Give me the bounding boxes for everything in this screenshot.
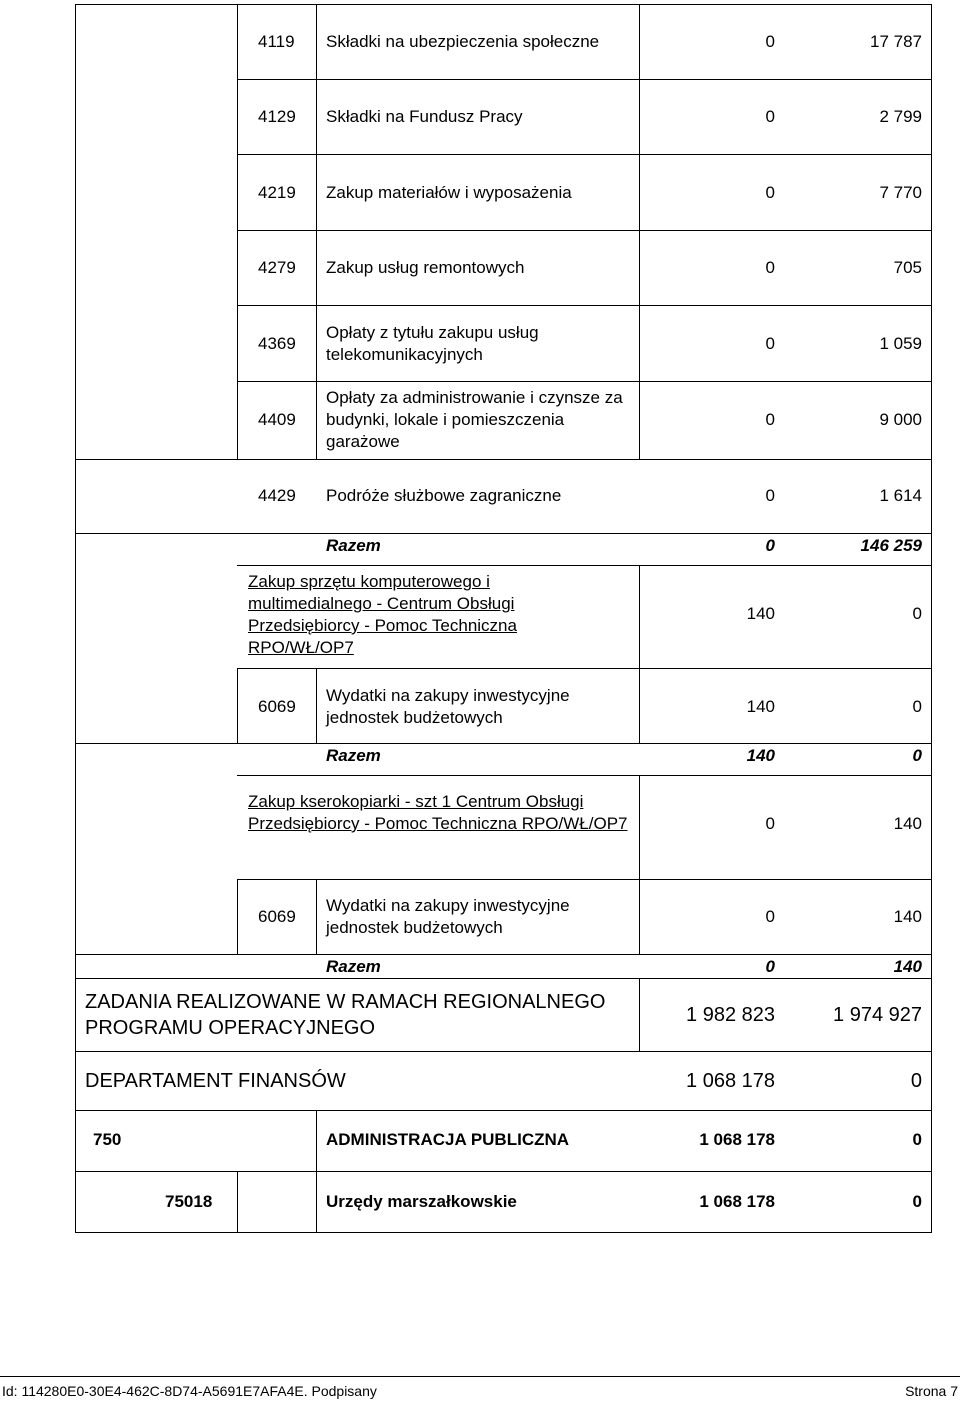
row-divider — [237, 879, 932, 880]
subtotal-value-1: 0 — [765, 957, 775, 976]
row-value-1: 0 — [765, 258, 775, 277]
row-value-1: 0 — [765, 410, 775, 429]
row-value-2: 9 000 — [879, 410, 922, 429]
task-name: Zakup sprzętu komputerowego i multimedialnego - Centrum Obsługi Przedsiębiorcy - Pomoc Techniczna RPO/WŁ/OP7 — [248, 572, 517, 657]
row-code: 4409 — [258, 410, 296, 429]
rozdzial-name: Urzędy marszałkowskie — [326, 1192, 517, 1211]
dzial-value-1: 1 068 178 — [699, 1130, 775, 1149]
row-value-2: 1 059 — [879, 334, 922, 353]
divider — [237, 879, 238, 954]
row-code: 6069 — [258, 697, 296, 716]
subtotal-value-1: 140 — [746, 746, 775, 765]
row-code: 4219 — [258, 183, 296, 202]
section-value-1: 1 982 823 — [686, 1004, 775, 1026]
row-divider — [75, 978, 932, 979]
row-name: Zakup usług remontowych — [326, 258, 525, 277]
row-divider — [237, 79, 932, 80]
subtotal-value-1: 0 — [765, 536, 775, 555]
divider — [639, 565, 640, 668]
row-name: Wydatki na zakupy inwestycyjne jednostek budżetowych — [326, 686, 570, 727]
row-value-2: 705 — [893, 258, 922, 277]
divider — [639, 775, 640, 879]
row-divider — [237, 381, 932, 382]
task-name: Zakup kserokopiarki - szt 1 Centrum Obsługi Przedsiębiorcy - Pomoc Techniczna RPO/WŁ/OP7 — [248, 792, 628, 833]
subtotal-label: Razem — [326, 746, 381, 765]
divider — [316, 879, 317, 954]
rozdzial-value-2: 0 — [912, 1192, 922, 1211]
row-name: Podróże służbowe zagraniczne — [326, 486, 562, 505]
divider — [316, 1171, 317, 1233]
row-divider — [237, 775, 932, 776]
row-divider — [237, 230, 932, 231]
row-value-2: 17 787 — [870, 32, 922, 51]
rozdzial-code: 75018 — [165, 1192, 213, 1211]
row-divider — [75, 1051, 932, 1052]
dzial-code: 750 — [93, 1130, 122, 1149]
row-value-2: 2 799 — [879, 107, 922, 126]
divider — [639, 668, 640, 743]
row-value-1: 0 — [765, 183, 775, 202]
row-divider — [75, 954, 932, 955]
row-divider — [237, 305, 932, 306]
footer-rule — [0, 1376, 960, 1377]
divider — [316, 668, 317, 743]
row-divider — [75, 533, 932, 534]
row-code: 4279 — [258, 258, 296, 277]
row-name: Zakup materiałów i wyposażenia — [326, 183, 572, 202]
document-id: Id: 114280E0-30E4-462C-8D74-A5691E7AFA4E. Podpisany — [2, 1383, 377, 1399]
task-value-1: 140 — [746, 604, 775, 623]
row-divider — [75, 459, 932, 460]
row-value-1: 0 — [765, 334, 775, 353]
row-name: Wydatki na zakupy inwestycyjne jednostek budżetowych — [326, 896, 570, 937]
row-value-2: 1 614 — [879, 486, 922, 505]
row-value-1: 0 — [765, 486, 775, 505]
row-divider — [75, 1232, 932, 1233]
section-value-2: 1 974 927 — [833, 1004, 922, 1026]
row-divider — [75, 743, 932, 744]
row-value-2: 0 — [912, 697, 922, 716]
task-value-1: 0 — [765, 814, 775, 833]
row-name: Opłaty za administrowanie i czynsze za budynki, lokale i pomieszczenia garażowe — [326, 388, 623, 451]
divider — [639, 879, 640, 954]
task-value-2: 0 — [912, 604, 922, 623]
divider — [639, 4, 640, 459]
row-name: Opłaty z tytułu zakupu usług telekomunikacyjnych — [326, 323, 539, 364]
dzial-value-2: 0 — [912, 1130, 922, 1149]
row-value-1: 0 — [765, 107, 775, 126]
department-value-1: 1 068 178 — [686, 1070, 775, 1092]
row-divider — [75, 1110, 932, 1111]
page-number: Strona 7 — [905, 1383, 958, 1399]
row-code: 4429 — [258, 486, 296, 505]
department-value-2: 0 — [910, 1070, 922, 1092]
row-value-1: 140 — [746, 697, 775, 716]
row-value-1: 0 — [765, 32, 775, 51]
dzial-name: ADMINISTRACJA PUBLICZNA — [326, 1130, 570, 1149]
row-value-2: 140 — [893, 907, 922, 926]
divider — [316, 1110, 317, 1171]
rozdzial-value-1: 1 068 178 — [699, 1192, 775, 1211]
task-value-2: 140 — [893, 814, 922, 833]
divider — [237, 1171, 238, 1233]
row-code: 6069 — [258, 907, 296, 926]
row-value-2: 7 770 — [879, 183, 922, 202]
subtotal-label: Razem — [326, 957, 381, 976]
subtotal-value-2: 146 259 — [860, 536, 922, 555]
divider — [639, 978, 640, 1051]
row-code: 4369 — [258, 334, 296, 353]
row-divider — [237, 668, 932, 669]
row-name: Składki na ubezpieczenia społeczne — [326, 32, 600, 51]
row-code: 4129 — [258, 107, 296, 126]
row-divider — [237, 565, 932, 566]
row-name: Składki na Fundusz Pracy — [326, 107, 523, 126]
row-divider — [237, 154, 932, 155]
subtotal-value-2: 140 — [893, 957, 922, 976]
subtotal-value-2: 0 — [912, 746, 922, 765]
divider — [237, 668, 238, 743]
department-title: DEPARTAMENT FINANSÓW — [85, 1070, 346, 1092]
section-title: ZADANIA REALIZOWANE W RAMACH REGIONALNEGO PROGRAMU OPERACYJNEGO — [85, 991, 606, 1039]
subtotal-label: Razem — [326, 536, 381, 555]
row-code: 4119 — [258, 32, 295, 51]
divider — [316, 4, 317, 459]
divider — [237, 4, 238, 459]
row-divider — [75, 1171, 932, 1172]
row-value-1: 0 — [765, 907, 775, 926]
